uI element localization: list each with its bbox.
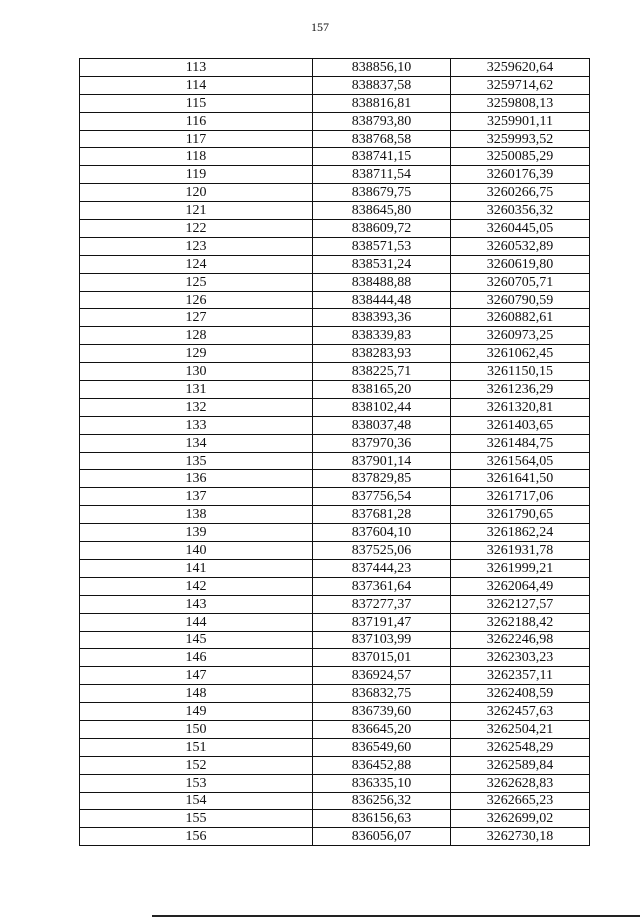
x-coordinate-cell: 836739,60 [313,703,451,721]
table-row [80,202,590,220]
x-coordinate-cell: 837604,10 [313,524,451,542]
point-number-cell: 135 [80,452,313,470]
y-coordinate-cell: 3261790,65 [451,506,590,524]
x-coordinate-cell: 838609,72 [313,220,451,238]
y-coordinate-cell: 3261862,24 [451,524,590,542]
x-coordinate-cell: 838393,36 [313,309,451,327]
point-number-cell: 131 [80,381,313,399]
table-row [80,631,590,649]
x-coordinate-cell: 838837,58 [313,76,451,94]
y-coordinate-cell: 3262457,63 [451,703,590,721]
y-coordinate-cell: 3261484,75 [451,434,590,452]
point-number-cell: 145 [80,631,313,649]
table-row [80,756,590,774]
point-number-cell: 117 [80,130,313,148]
table-row [80,792,590,810]
y-coordinate-cell: 3261641,50 [451,470,590,488]
x-coordinate-cell: 836452,88 [313,756,451,774]
point-number-cell: 118 [80,148,313,166]
y-coordinate-cell: 3262730,18 [451,828,590,846]
table-row [80,434,590,452]
y-coordinate-cell: 3250085,29 [451,148,590,166]
y-coordinate-cell: 3261062,45 [451,345,590,363]
point-number-cell: 138 [80,506,313,524]
table-row [80,738,590,756]
y-coordinate-cell: 3261717,06 [451,488,590,506]
point-number-cell: 130 [80,363,313,381]
point-number-cell: 113 [80,59,313,77]
x-coordinate-cell: 838283,93 [313,345,451,363]
x-coordinate-cell: 837015,01 [313,649,451,667]
point-number-cell: 136 [80,470,313,488]
point-number-cell: 140 [80,542,313,560]
table-row [80,255,590,273]
table-row [80,828,590,846]
table-row [80,685,590,703]
point-number-cell: 142 [80,577,313,595]
table-row [80,577,590,595]
point-number-cell: 114 [80,76,313,94]
table-row [80,774,590,792]
table-row [80,488,590,506]
table-row [80,416,590,434]
point-number-cell: 146 [80,649,313,667]
table-row [80,309,590,327]
x-coordinate-cell: 838531,24 [313,255,451,273]
table-row [80,184,590,202]
y-coordinate-cell: 3259901,11 [451,112,590,130]
x-coordinate-cell: 837103,99 [313,631,451,649]
point-number-cell: 143 [80,595,313,613]
x-coordinate-cell: 838741,15 [313,148,451,166]
y-coordinate-cell: 3262504,21 [451,720,590,738]
y-coordinate-cell: 3261999,21 [451,559,590,577]
y-coordinate-cell: 3259714,62 [451,76,590,94]
table-row [80,291,590,309]
y-coordinate-cell: 3262188,42 [451,613,590,631]
y-coordinate-cell: 3262127,57 [451,595,590,613]
table-row [80,559,590,577]
table-row [80,703,590,721]
table-row [80,381,590,399]
table-row [80,148,590,166]
x-coordinate-cell: 838856,10 [313,59,451,77]
table-row [80,524,590,542]
table-row [80,667,590,685]
point-number-cell: 151 [80,738,313,756]
point-number-cell: 121 [80,202,313,220]
x-coordinate-cell: 838793,80 [313,112,451,130]
x-coordinate-cell: 836924,57 [313,667,451,685]
table-row [80,470,590,488]
x-coordinate-cell: 837756,54 [313,488,451,506]
y-coordinate-cell: 3261320,81 [451,398,590,416]
table-row [80,327,590,345]
point-number-cell: 134 [80,434,313,452]
x-coordinate-cell: 837525,06 [313,542,451,560]
table-row [80,220,590,238]
y-coordinate-cell: 3260176,39 [451,166,590,184]
y-coordinate-cell: 3260882,61 [451,309,590,327]
x-coordinate-cell: 838165,20 [313,381,451,399]
table-row [80,649,590,667]
x-coordinate-cell: 838488,88 [313,273,451,291]
table-row [80,76,590,94]
x-coordinate-cell: 836256,32 [313,792,451,810]
x-coordinate-cell: 837829,85 [313,470,451,488]
y-coordinate-cell: 3262064,49 [451,577,590,595]
table-row [80,273,590,291]
x-coordinate-cell: 838768,58 [313,130,451,148]
bottom-rule [152,915,640,917]
y-coordinate-cell: 3261150,15 [451,363,590,381]
x-coordinate-cell: 836056,07 [313,828,451,846]
y-coordinate-cell: 3262628,83 [451,774,590,792]
table-row [80,452,590,470]
x-coordinate-cell: 837970,36 [313,434,451,452]
table-row [80,810,590,828]
x-coordinate-cell: 838679,75 [313,184,451,202]
point-number-cell: 128 [80,327,313,345]
point-number-cell: 152 [80,756,313,774]
point-number-cell: 127 [80,309,313,327]
table-row [80,112,590,130]
point-number-cell: 150 [80,720,313,738]
y-coordinate-cell: 3261236,29 [451,381,590,399]
y-coordinate-cell: 3262408,59 [451,685,590,703]
point-number-cell: 148 [80,685,313,703]
x-coordinate-cell: 836832,75 [313,685,451,703]
y-coordinate-cell: 3259620,64 [451,59,590,77]
y-coordinate-cell: 3261931,78 [451,542,590,560]
table-row [80,720,590,738]
point-number-cell: 141 [80,559,313,577]
x-coordinate-cell: 838102,44 [313,398,451,416]
x-coordinate-cell: 838037,48 [313,416,451,434]
point-number-cell: 125 [80,273,313,291]
x-coordinate-cell: 837361,64 [313,577,451,595]
y-coordinate-cell: 3262699,02 [451,810,590,828]
x-coordinate-cell: 837277,37 [313,595,451,613]
x-coordinate-cell: 836156,63 [313,810,451,828]
point-number-cell: 115 [80,94,313,112]
y-coordinate-cell: 3260532,89 [451,237,590,255]
table-row [80,542,590,560]
table-row [80,613,590,631]
page-number: 157 [311,20,329,34]
point-number-cell: 149 [80,703,313,721]
y-coordinate-cell: 3260705,71 [451,273,590,291]
y-coordinate-cell: 3261564,05 [451,452,590,470]
y-coordinate-cell: 3260790,59 [451,291,590,309]
x-coordinate-cell: 838645,80 [313,202,451,220]
point-number-cell: 137 [80,488,313,506]
y-coordinate-cell: 3262665,23 [451,792,590,810]
point-number-cell: 153 [80,774,313,792]
x-coordinate-cell: 838225,71 [313,363,451,381]
table-row [80,363,590,381]
point-number-cell: 144 [80,613,313,631]
y-coordinate-cell: 3260445,05 [451,220,590,238]
x-coordinate-cell: 837681,28 [313,506,451,524]
point-number-cell: 126 [80,291,313,309]
table-row [80,345,590,363]
x-coordinate-cell: 838444,48 [313,291,451,309]
point-number-cell: 155 [80,810,313,828]
x-coordinate-cell: 837444,23 [313,559,451,577]
x-coordinate-cell: 837901,14 [313,452,451,470]
table-row [80,130,590,148]
point-number-cell: 123 [80,237,313,255]
point-number-cell: 122 [80,220,313,238]
point-number-cell: 120 [80,184,313,202]
point-number-cell: 156 [80,828,313,846]
x-coordinate-cell: 838711,54 [313,166,451,184]
table-row [80,506,590,524]
y-coordinate-cell: 3259993,52 [451,130,590,148]
y-coordinate-cell: 3260356,32 [451,202,590,220]
x-coordinate-cell: 836335,10 [313,774,451,792]
table-row [80,94,590,112]
coordinates-table [79,58,590,846]
x-coordinate-cell: 836645,20 [313,720,451,738]
x-coordinate-cell: 838816,81 [313,94,451,112]
table-row [80,398,590,416]
coordinates-table-body [80,59,590,846]
point-number-cell: 154 [80,792,313,810]
x-coordinate-cell: 838571,53 [313,237,451,255]
y-coordinate-cell: 3262246,98 [451,631,590,649]
point-number-cell: 132 [80,398,313,416]
y-coordinate-cell: 3262303,23 [451,649,590,667]
table-row [80,237,590,255]
y-coordinate-cell: 3262548,29 [451,738,590,756]
y-coordinate-cell: 3260266,75 [451,184,590,202]
table-row [80,166,590,184]
point-number-cell: 147 [80,667,313,685]
y-coordinate-cell: 3260619,80 [451,255,590,273]
x-coordinate-cell: 836549,60 [313,738,451,756]
y-coordinate-cell: 3262589,84 [451,756,590,774]
y-coordinate-cell: 3261403,65 [451,416,590,434]
table-row [80,59,590,77]
y-coordinate-cell: 3259808,13 [451,94,590,112]
y-coordinate-cell: 3262357,11 [451,667,590,685]
point-number-cell: 116 [80,112,313,130]
x-coordinate-cell: 837191,47 [313,613,451,631]
table-row [80,595,590,613]
point-number-cell: 139 [80,524,313,542]
point-number-cell: 133 [80,416,313,434]
x-coordinate-cell: 838339,83 [313,327,451,345]
point-number-cell: 129 [80,345,313,363]
point-number-cell: 119 [80,166,313,184]
y-coordinate-cell: 3260973,25 [451,327,590,345]
point-number-cell: 124 [80,255,313,273]
